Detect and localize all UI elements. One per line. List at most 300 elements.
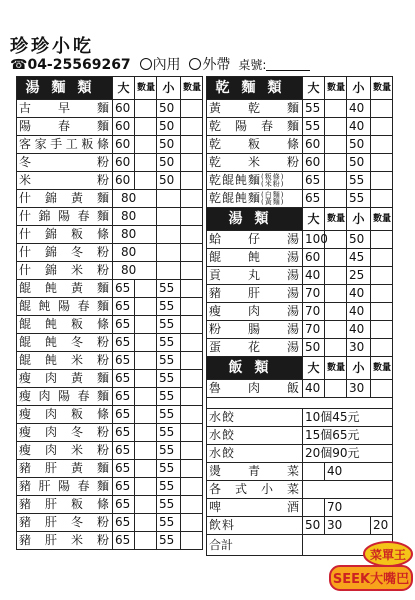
price-large: 65 [303, 172, 325, 190]
item-name: 餛飩陽春麵 [17, 298, 113, 316]
menu-item-row [17, 280, 203, 298]
extra-price-text: 10個45元 [303, 409, 393, 427]
price-combined: 80 [113, 190, 157, 208]
item-name: 蛤仔湯 [207, 231, 303, 249]
price-large: 40 [303, 380, 325, 398]
price-large: 65 [113, 514, 135, 532]
qty-small-cell[interactable] [157, 244, 181, 262]
qty-small-cell[interactable] [181, 154, 203, 172]
qty-small-cell[interactable] [371, 231, 393, 249]
qty-small-cell[interactable] [181, 208, 203, 226]
extra-price-text: 15個65元 [303, 427, 393, 445]
qty-small-cell[interactable] [181, 406, 203, 424]
extra-item-row [207, 463, 393, 481]
price-small: 25 [347, 267, 371, 285]
price-large: 65 [113, 406, 135, 424]
qty-small-cell[interactable] [181, 514, 203, 532]
price-large: 70 [303, 303, 325, 321]
col-large-label: 大 [113, 77, 135, 100]
item-name: 瘦肉米粉 [17, 442, 113, 460]
qty-large-cell[interactable] [135, 388, 157, 406]
menu-item-row [17, 100, 203, 118]
takeout-checkbox[interactable] [189, 58, 201, 70]
col-large-label: 大 [303, 357, 325, 380]
price-large: 50 [303, 339, 325, 357]
menu-item-row [17, 244, 203, 262]
menu-item-row [17, 190, 203, 208]
qty-large-cell[interactable] [325, 136, 347, 154]
extra-price-text: 20個90元 [303, 445, 393, 463]
price-large: 65 [113, 460, 135, 478]
spacer-cell [207, 398, 393, 409]
item-name: 乾陽春麵 [207, 118, 303, 136]
price-large: 65 [113, 316, 135, 334]
category-title: 湯類 [207, 208, 303, 231]
qty-large-cell[interactable] [135, 316, 157, 334]
item-name: 餛飩冬粉 [17, 334, 113, 352]
note-1: 粄條 [264, 172, 281, 181]
menu-item-row [17, 136, 203, 154]
qty-small-cell[interactable] [157, 226, 181, 244]
item-name [207, 190, 303, 208]
qty-large-cell[interactable] [135, 424, 157, 442]
price-small: 55 [157, 406, 181, 424]
qty-small-cell[interactable] [181, 388, 203, 406]
qty-large-cell[interactable] [325, 267, 347, 285]
item-name: 豬肝陽春麵 [17, 478, 113, 496]
item-name: 豬肝米粉 [17, 532, 113, 550]
qty-small-cell[interactable] [181, 118, 203, 136]
qty-small-cell[interactable] [181, 172, 203, 190]
qty-large-cell[interactable] [135, 532, 157, 550]
qty-small-cell[interactable] [181, 424, 203, 442]
item-name: 什錦米粉 [17, 262, 113, 280]
menu-item-row [207, 285, 393, 303]
item-name: 豬肝黃麵 [17, 460, 113, 478]
item-name: 冬粉 [17, 154, 113, 172]
qty-large-cell[interactable] [135, 172, 157, 190]
col-qty-label: 數量 [135, 77, 157, 100]
qty-small-cell[interactable] [371, 303, 393, 321]
menu-item-row [207, 136, 393, 154]
qty-small-cell[interactable] [371, 285, 393, 303]
price-small: 55 [347, 190, 371, 208]
col-qty-label: 數量 [371, 208, 393, 231]
item-name: 什錦冬粉 [17, 244, 113, 262]
menu-item-row [17, 298, 203, 316]
extra-price: 40 [325, 463, 393, 481]
menu-item-row [17, 496, 203, 514]
note-1: 白麵 [264, 190, 281, 199]
price-large: 100 [303, 231, 325, 249]
qty-large-cell[interactable] [325, 249, 347, 267]
qty-small-cell[interactable] [181, 136, 203, 154]
qty-large-cell[interactable] [325, 321, 347, 339]
extra-item-row [207, 427, 393, 445]
extra-qty[interactable] [303, 481, 393, 499]
spacer-row [207, 398, 393, 409]
qty-large-cell[interactable] [135, 136, 157, 154]
qty-small-cell[interactable] [371, 100, 393, 118]
col-qty-label: 數量 [325, 208, 347, 231]
price-large: 70 [303, 321, 325, 339]
item-name: 瘦肉冬粉 [17, 424, 113, 442]
item-name: 餛飩湯 [207, 249, 303, 267]
qty-small-cell[interactable] [181, 460, 203, 478]
qty-large-cell[interactable] [135, 298, 157, 316]
price-combined: 80 [113, 208, 157, 226]
extra-item-row [207, 445, 393, 463]
qty-large-cell[interactable] [325, 285, 347, 303]
extra-name: 啤酒 [207, 499, 303, 517]
qty-large-cell[interactable] [325, 172, 347, 190]
logo-text-bottom: SEEK大嘴巴 [332, 572, 410, 587]
menu-item-row [17, 460, 203, 478]
right-menu-table [206, 76, 393, 556]
item-name: 黃乾麵 [207, 100, 303, 118]
menu-item-row [17, 172, 203, 190]
price-large: 60 [113, 154, 135, 172]
menu-item-row [17, 334, 203, 352]
price-small: 40 [347, 118, 371, 136]
price-large: 55 [303, 118, 325, 136]
price-large: 55 [303, 100, 325, 118]
menu-item-row [17, 406, 203, 424]
extra-item-row [207, 499, 393, 517]
menu-item-row [17, 262, 203, 280]
qty-large-cell[interactable] [325, 100, 347, 118]
extra-name: 各式小菜 [207, 481, 303, 499]
price-large: 65 [113, 370, 135, 388]
rice-category-header [207, 357, 393, 380]
price-large: 60 [303, 136, 325, 154]
menu-item-row [17, 424, 203, 442]
col-small-label: 小 [157, 77, 181, 100]
extra-item-row [207, 481, 393, 499]
item-name: 瘦肉黃麵 [17, 370, 113, 388]
price-small: 50 [157, 136, 181, 154]
extra-name: 飲料 [207, 517, 303, 535]
qty-small-cell[interactable] [371, 172, 393, 190]
price-combined: 80 [113, 262, 157, 280]
table-number-field[interactable] [266, 70, 310, 71]
price-combined: 80 [113, 244, 157, 262]
item-name: 米粉 [17, 172, 113, 190]
price-large: 60 [113, 136, 135, 154]
soup-category-header [207, 208, 393, 231]
menu-item-row [17, 514, 203, 532]
price-small: 55 [157, 478, 181, 496]
menu-item-row [17, 532, 203, 550]
qty-small-cell[interactable] [371, 136, 393, 154]
price-small: 55 [157, 316, 181, 334]
menu-item-row [207, 249, 393, 267]
qty-small-cell[interactable] [371, 249, 393, 267]
qty-small-cell[interactable] [181, 298, 203, 316]
price-large: 65 [303, 190, 325, 208]
qty-small-cell[interactable] [371, 267, 393, 285]
qty-small-cell[interactable] [181, 100, 203, 118]
qty-large-cell[interactable] [135, 406, 157, 424]
price-small: 40 [347, 100, 371, 118]
menu-item-row [207, 231, 393, 249]
item-variant-note: (粄條) (米粉) [261, 172, 285, 188]
price-large: 40 [303, 267, 325, 285]
price-small: 55 [157, 280, 181, 298]
extra-name: 水餃 [207, 409, 303, 427]
item-name: 餛飩米粉 [17, 352, 113, 370]
col-qty-label: 數量 [371, 357, 393, 380]
qty-small-cell[interactable] [181, 532, 203, 550]
price-small: 55 [157, 334, 181, 352]
price-small: 55 [157, 298, 181, 316]
extra-price: 70 [325, 499, 393, 517]
menu-item-row [17, 208, 203, 226]
price-small: 40 [347, 303, 371, 321]
col-small-label: 小 [347, 208, 371, 231]
qty-large-cell[interactable] [135, 334, 157, 352]
menu-item-row [207, 118, 393, 136]
item-name: 乾粄條 [207, 136, 303, 154]
item-name [207, 172, 303, 190]
qty-small-cell[interactable] [181, 352, 203, 370]
menu-item-row [17, 370, 203, 388]
price-large: 65 [113, 442, 135, 460]
col-large-label: 大 [303, 77, 325, 100]
logo-text-top: 菜單王 [369, 548, 407, 562]
menu-item-row [17, 316, 203, 334]
menu-item-row [207, 303, 393, 321]
item-name: 餛飩黃麵 [17, 280, 113, 298]
phone-line [10, 54, 310, 74]
dry-category-header [207, 77, 393, 100]
qty-large-cell[interactable] [325, 339, 347, 357]
menu-item-row [207, 339, 393, 357]
qty-large-cell[interactable] [135, 352, 157, 370]
qty-large-cell[interactable] [325, 190, 347, 208]
item-name: 蛋花湯 [207, 339, 303, 357]
menu-item-row [207, 267, 393, 285]
qty-small-cell[interactable] [157, 262, 181, 280]
price-small: 55 [157, 352, 181, 370]
shop-name: 珍珍小吃 [10, 36, 94, 57]
menu-item-row [207, 321, 393, 339]
col-qty-label: 數量 [181, 77, 203, 100]
qty-large-cell[interactable] [135, 496, 157, 514]
item-name-text: 乾餛飩麵 [209, 173, 262, 187]
price-small: 50 [157, 154, 181, 172]
qty-large-cell[interactable] [135, 442, 157, 460]
qty-large-cell[interactable] [135, 460, 157, 478]
item-name: 什錦黃麵 [17, 190, 113, 208]
item-name: 古早麵 [17, 100, 113, 118]
item-name: 魯肉飯 [207, 380, 303, 398]
price-combined: 80 [113, 226, 157, 244]
qty-small-cell[interactable] [371, 321, 393, 339]
qty-small-cell[interactable] [371, 118, 393, 136]
price-small: 50 [157, 100, 181, 118]
price-small: 40 [347, 285, 371, 303]
menu-item-row [17, 388, 203, 406]
price-small: 50 [347, 231, 371, 249]
qty-large-cell[interactable] [325, 380, 347, 398]
price-small: 55 [347, 172, 371, 190]
menu-item-row [17, 154, 203, 172]
qty-large-cell[interactable] [325, 154, 347, 172]
qty-small-cell[interactable] [371, 154, 393, 172]
takeout-option[interactable]: 外帶 [189, 57, 230, 73]
qty-large-cell[interactable] [325, 303, 347, 321]
price-large: 65 [113, 298, 135, 316]
price-small: 50 [347, 136, 371, 154]
item-name: 客家手工粄條 [17, 136, 113, 154]
extra-qty[interactable] [303, 499, 325, 517]
price-large: 65 [113, 532, 135, 550]
item-name: 瘦肉粄條 [17, 406, 113, 424]
item-name: 粉腸湯 [207, 321, 303, 339]
item-name: 豬肝湯 [207, 285, 303, 303]
note-2: 米粉 [264, 179, 281, 188]
note-2: 黃麵 [264, 197, 281, 206]
qty-large-cell[interactable] [135, 280, 157, 298]
qty-small-cell[interactable] [181, 496, 203, 514]
price-small: 30 [347, 339, 371, 357]
price-large: 65 [113, 334, 135, 352]
noodle-soup-table [16, 76, 203, 550]
col-small-label: 小 [347, 77, 371, 100]
menu-item-row [207, 100, 393, 118]
price-large: 65 [113, 496, 135, 514]
qty-small-cell[interactable] [181, 262, 203, 280]
qty-small-cell[interactable] [181, 370, 203, 388]
category-title: 乾麵類 [207, 77, 303, 100]
price-large: 60 [303, 154, 325, 172]
item-name: 豬肝粄條 [17, 496, 113, 514]
price-small: 55 [157, 442, 181, 460]
extra-price-1: 50 [303, 517, 325, 535]
extra-name: 水餃 [207, 445, 303, 463]
item-name: 乾米粉 [207, 154, 303, 172]
category-title: 飯類 [207, 357, 303, 380]
price-large: 70 [303, 285, 325, 303]
qty-small-cell[interactable] [157, 208, 181, 226]
qty-large-cell[interactable] [135, 514, 157, 532]
price-large: 65 [113, 424, 135, 442]
extra-item-row [207, 517, 393, 535]
item-name: 餛飩粄條 [17, 316, 113, 334]
extra-name: 燙青菜 [207, 463, 303, 481]
qty-small-cell[interactable] [181, 190, 203, 208]
menu-item-row [17, 352, 203, 370]
qty-large-cell[interactable] [135, 478, 157, 496]
item-name-text: 乾餛飩麵 [209, 191, 262, 205]
price-small: 40 [347, 321, 371, 339]
qty-small-cell[interactable] [371, 190, 393, 208]
price-large: 65 [113, 352, 135, 370]
price-large: 65 [113, 280, 135, 298]
menu-item-row [207, 154, 393, 172]
menu-item-row [207, 380, 393, 398]
extra-qty[interactable] [303, 463, 325, 481]
extra-name: 水餃 [207, 427, 303, 445]
item-name: 陽春麵 [17, 118, 113, 136]
item-name: 什錦粄條 [17, 226, 113, 244]
menu-king-logo [328, 538, 414, 594]
phone-number: 04-25569267 [27, 57, 131, 73]
telephone-icon: ☎ [10, 57, 28, 73]
menu-item-row [207, 172, 393, 190]
price-small: 55 [157, 424, 181, 442]
qty-large-cell[interactable] [135, 100, 157, 118]
item-name: 什錦陽春麵 [17, 208, 113, 226]
left-category-header [17, 77, 203, 100]
extra-item-row [207, 409, 393, 427]
price-large: 60 [113, 100, 135, 118]
qty-large-cell[interactable] [135, 118, 157, 136]
item-name: 瘦肉湯 [207, 303, 303, 321]
category-title: 湯麵類 [17, 77, 113, 100]
price-large: 60 [113, 172, 135, 190]
price-large: 60 [113, 118, 135, 136]
qty-small-cell[interactable] [181, 442, 203, 460]
price-small: 45 [347, 249, 371, 267]
price-small: 50 [157, 172, 181, 190]
menu-item-row [17, 478, 203, 496]
qty-large-cell[interactable] [135, 370, 157, 388]
dine-in-checkbox[interactable] [140, 58, 152, 70]
qty-small-cell[interactable] [181, 334, 203, 352]
price-large: 60 [303, 249, 325, 267]
qty-small-cell[interactable] [181, 316, 203, 334]
price-large: 65 [113, 478, 135, 496]
item-name: 瘦肉陽春麵 [17, 388, 113, 406]
menu-item-row [17, 442, 203, 460]
item-name: 貢丸湯 [207, 267, 303, 285]
col-large-label: 大 [303, 208, 325, 231]
price-small: 55 [157, 370, 181, 388]
qty-small-cell[interactable] [181, 244, 203, 262]
qty-small-cell[interactable] [181, 478, 203, 496]
col-qty-label: 數量 [371, 77, 393, 100]
price-small: 55 [157, 496, 181, 514]
qty-small-cell[interactable] [157, 190, 181, 208]
extra-price-3: 20 [371, 517, 393, 535]
col-small-label: 小 [347, 357, 371, 380]
price-small: 55 [157, 460, 181, 478]
price-small: 55 [157, 532, 181, 550]
menu-item-row [17, 118, 203, 136]
price-small: 50 [157, 118, 181, 136]
menu-item-row [17, 226, 203, 244]
col-qty-label: 數量 [325, 77, 347, 100]
qty-large-cell[interactable] [325, 118, 347, 136]
qty-small-cell[interactable] [181, 226, 203, 244]
price-small: 55 [157, 388, 181, 406]
item-name: 豬肝冬粉 [17, 514, 113, 532]
menu-item-row [207, 190, 393, 208]
qty-small-cell[interactable] [371, 380, 393, 398]
qty-large-cell[interactable] [135, 154, 157, 172]
table-number-label: 桌號: [238, 58, 267, 72]
item-variant-note: (白麵) (黃麵) [261, 190, 285, 206]
qty-small-cell[interactable] [371, 339, 393, 357]
price-small: 50 [347, 154, 371, 172]
qty-small-cell[interactable] [181, 280, 203, 298]
dine-in-option[interactable]: 內用 [140, 57, 181, 73]
extra-price-2: 30 [325, 517, 371, 535]
col-qty-label: 數量 [325, 357, 347, 380]
price-small: 30 [347, 380, 371, 398]
